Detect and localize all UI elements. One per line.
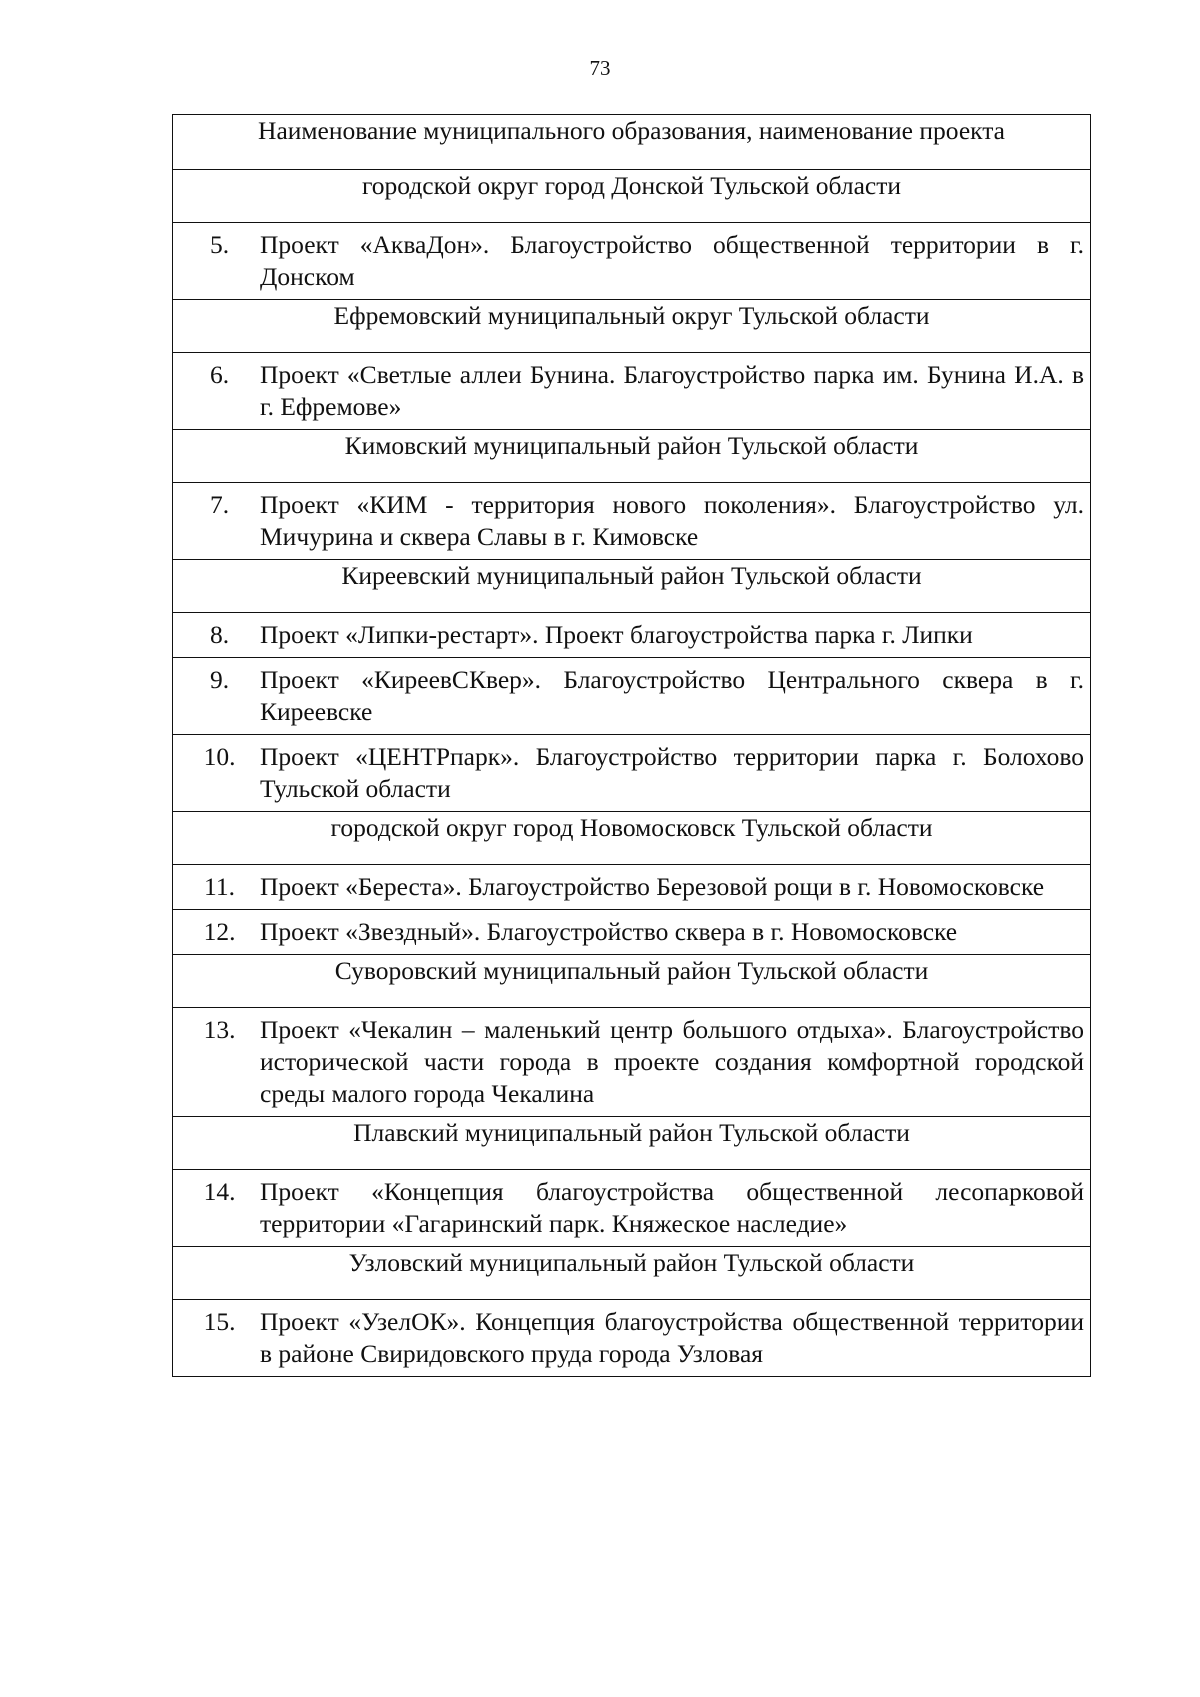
project-text: Проект «КИМ - территория нового поколения». Благоустройство ул. Мичурина и сквера Славы в г. Кимовске — [260, 490, 1084, 551]
project-row — [173, 1008, 1091, 1117]
project-text: Проект «КиреевСКвер». Благоустройство Центрального сквера в г. Киреевске — [260, 665, 1084, 726]
group-title: Суворовский муниципальный район Тульской области — [173, 955, 1091, 1008]
project-number: 5. — [209, 230, 230, 259]
project-number: 7. — [209, 490, 230, 519]
project-text: Проект «Звездный». Благоустройство сквера в г. Новомосковске — [260, 917, 958, 946]
group-row — [173, 300, 1091, 353]
project-number: 12. — [203, 917, 236, 946]
group-title: Узловский муниципальный район Тульской области — [173, 1247, 1091, 1300]
project-text: Проект «Концепция благоустройства общественной лесопарковой территории «Гагаринский парк. Княжеское наследие» — [260, 1177, 1084, 1238]
project-number: 8. — [209, 620, 230, 649]
project-text: Проект «АкваДон». Благоустройство общественной территории в г. Донском — [260, 230, 1084, 291]
group-row — [173, 1117, 1091, 1170]
group-row — [173, 560, 1091, 613]
group-row — [173, 812, 1091, 865]
project-number: 13. — [203, 1015, 236, 1044]
project-row — [173, 865, 1091, 910]
project-text: Проект «Береста». Благоустройство Березовой рощи в г. Новомосковске — [260, 872, 1045, 901]
project-text: Проект «ЦЕНТРпарк». Благоустройство территории парка г. Болохово Тульской области — [260, 742, 1084, 803]
project-row — [173, 1300, 1091, 1377]
group-row — [173, 1247, 1091, 1300]
page-number: 73 — [589, 56, 611, 80]
project-row — [173, 910, 1091, 955]
project-row — [173, 658, 1091, 735]
project-text: Проект «Чекалин – маленький центр большого отдыха». Благоустройство исторической части города в проекте создания комфортной городской среды малого города Чекалина — [260, 1015, 1084, 1108]
group-row — [173, 430, 1091, 483]
project-number: 6. — [209, 360, 230, 389]
group-row — [173, 170, 1091, 223]
projects-table — [172, 114, 1091, 1377]
table-header-row — [173, 115, 1091, 170]
project-text: Проект «Липки-рестарт». Проект благоустройства парка г. Липки — [260, 620, 973, 649]
project-number: 9. — [209, 665, 230, 694]
project-text: Проект «УзелОК». Концепция благоустройства общественной территории в районе Свиридовского пруда города Узловая — [260, 1307, 1084, 1368]
project-row — [173, 735, 1091, 812]
project-number: 11. — [204, 872, 235, 901]
project-number: 15. — [203, 1307, 236, 1336]
project-row — [173, 223, 1091, 300]
project-row — [173, 613, 1091, 658]
project-number: 10. — [203, 742, 236, 771]
project-number: 14. — [203, 1177, 236, 1206]
group-row — [173, 955, 1091, 1008]
group-title: Плавский муниципальный район Тульской области — [173, 1117, 1091, 1170]
group-title: Кимовский муниципальный район Тульской области — [173, 430, 1091, 483]
project-row — [173, 353, 1091, 430]
project-row — [173, 483, 1091, 560]
project-text: Проект «Светлые аллеи Бунина. Благоустройство парка им. Бунина И.А. в г. Ефремове» — [260, 360, 1084, 421]
group-title: Киреевский муниципальный район Тульской области — [173, 560, 1091, 613]
table-header: Наименование муниципального образования, наименование проекта — [173, 115, 1091, 170]
group-title: городской округ город Донской Тульской области — [173, 170, 1091, 223]
group-title: Ефремовский муниципальный округ Тульской области — [173, 300, 1091, 353]
project-row — [173, 1170, 1091, 1247]
group-title: городской округ город Новомосковск Тульской области — [173, 812, 1091, 865]
